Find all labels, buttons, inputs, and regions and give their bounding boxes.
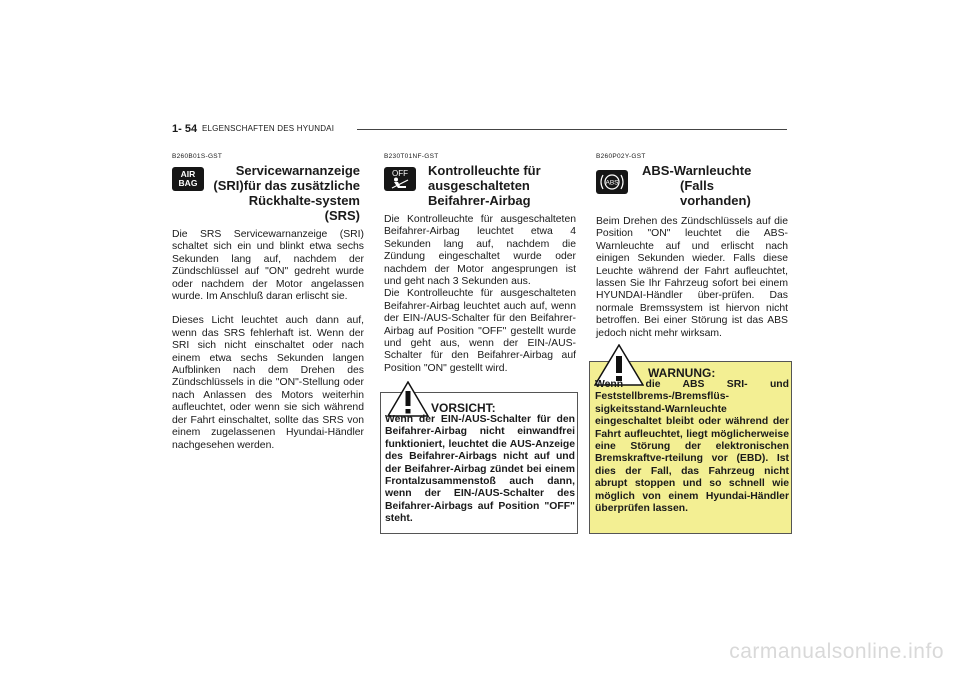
section-heading: ABS-Warnleuchte (Falls vorhanden)	[642, 163, 752, 208]
title-row	[172, 163, 364, 223]
page-header	[172, 123, 787, 137]
column-abs	[596, 153, 788, 340]
warning-box	[589, 361, 792, 534]
title-row	[596, 163, 788, 208]
paragraph: Die SRS Servicewarnanzeige (SRI) schaltet sich ein und blinkt etwa sechs Sekunden lang auf, nachdem der Zündschlüssel auf "ON" gedreht wurde oder nachdem der Motor angelassen wurde. Im Anschluß daran erlischt sie.	[172, 229, 364, 303]
column-srs	[172, 153, 364, 452]
airbag-warning-icon: AIR BAG	[172, 167, 204, 191]
section-body	[172, 229, 364, 452]
paragraph: Die Kontrolleuchte für ausgeschalteten Beifahrer-Airbag leuchtet auch auf, wenn der EIN-/AUS-Schalter für den Beifahrer-Airbag auf Position "OFF" gestellt wurde und geht aus, wenn der EIN-/AUS-Schalter für den Beifahrer-Airbag auf Position "ON" gestellt wird.	[384, 288, 576, 374]
warning-heading: WARNUNG:	[648, 366, 716, 380]
section-title: ELGENSCHAFTEN DES HYUNDAI	[202, 124, 335, 133]
caution-text: Wenn der EIN-/AUS-Schalter für den Beifahrer-Airbag nicht einwandfrei funktioniert, leuchtet die AUS-Anzeige des Beifahrer-Airbags nicht auf und der Beifahrer-Airbag zündet bei einem Frontalzusammenstoß auch dann, wenn der EIN-/AUS-Schalter des Beifahrer-Airbags auf Position "OFF" steht.	[385, 414, 575, 525]
section-body	[384, 214, 576, 375]
caution-heading: VORSICHT:	[431, 401, 496, 415]
section-heading: Servicewarnanzeige (SRI)für das zusätzliche Rückhalte-system (SRS)	[213, 163, 360, 223]
paragraph: Dieses Licht leuchtet auch dann auf, wenn das SRS fehlerhaft ist. Wenn der SRI sich nicht einschaltet oder nach einem etwa sechs Sekunden langen Aufblinken nach dem Drehen des Zündschlüssels in die "ON"-Stellung oder nach Anlassen des Motors weiterhin aufleuchtet, oder wenn sie sich während der Fahrt einschaltet, sollte das SRS von einem zugelassenen Hyundai-Händler nachgesehen werden.	[172, 315, 364, 451]
section-code: B260B01S-GST	[172, 153, 223, 160]
caution-triangle-icon	[387, 381, 429, 417]
title-row	[384, 163, 576, 208]
caution-box	[380, 392, 578, 534]
section-code: B230T01NF-GST	[384, 153, 439, 160]
section-body	[596, 216, 788, 340]
header-rule	[357, 129, 787, 130]
page-number: 1- 54	[172, 123, 198, 135]
section-code: B260P02Y-GST	[596, 153, 646, 160]
column-passenger-airbag	[384, 153, 576, 375]
seat-icon	[391, 177, 409, 189]
paragraph: Die Kontrolleuchte für ausgeschalteten Beifahrer-Airbag leuchtet etwa 4 Sekunden lang auf, nachdem die Zündung eingeschaltet wurde oder nachdem der Motor angesprungen ist und geht nach 3 Sekunden aus.	[384, 214, 576, 288]
watermark: carmanualsonline.info	[729, 640, 944, 663]
passenger-airbag-off-icon: OFF	[384, 167, 416, 191]
section-heading: Kontrolleuchte für ausgeschalteten Beifahrer-Airbag	[428, 163, 541, 208]
warning-text: Wenn die ABS SRI- und Feststellbrems-/Bremsflüs-sigkeitsstand-Warnleuchte eingeschaltet bleibt oder während der Fahrt aufleuchtet, liegt möglicherweise eine Störung der elektronischen Bremskraftve-rteilung vor (EBD). Ist dies der Fall, das Fahrzeug nicht abrupt stoppen und so schnell wie möglich von einem Hyundai-Händler überprüfen lassen.	[595, 379, 789, 515]
abs-warning-icon	[596, 170, 628, 194]
svg-text:ABS: ABS	[605, 179, 619, 187]
paragraph: Beim Drehen des Zündschlüssels auf die Position "ON" leuchtet die ABS-Warnleuchte auf und erlischt nach einigen Sekunden wieder. Falls diese Leuchte während der Fahrt aufleuchtet, lassen Sie Ihr Fahrzeug sofort bei einem HYUNDAI-Händler über-prüfen. Das normale Bremssystem ist hiervon nicht betroffen. Bei einer Störung ist das ABS jedoch nicht mehr wirksam.	[596, 216, 788, 339]
